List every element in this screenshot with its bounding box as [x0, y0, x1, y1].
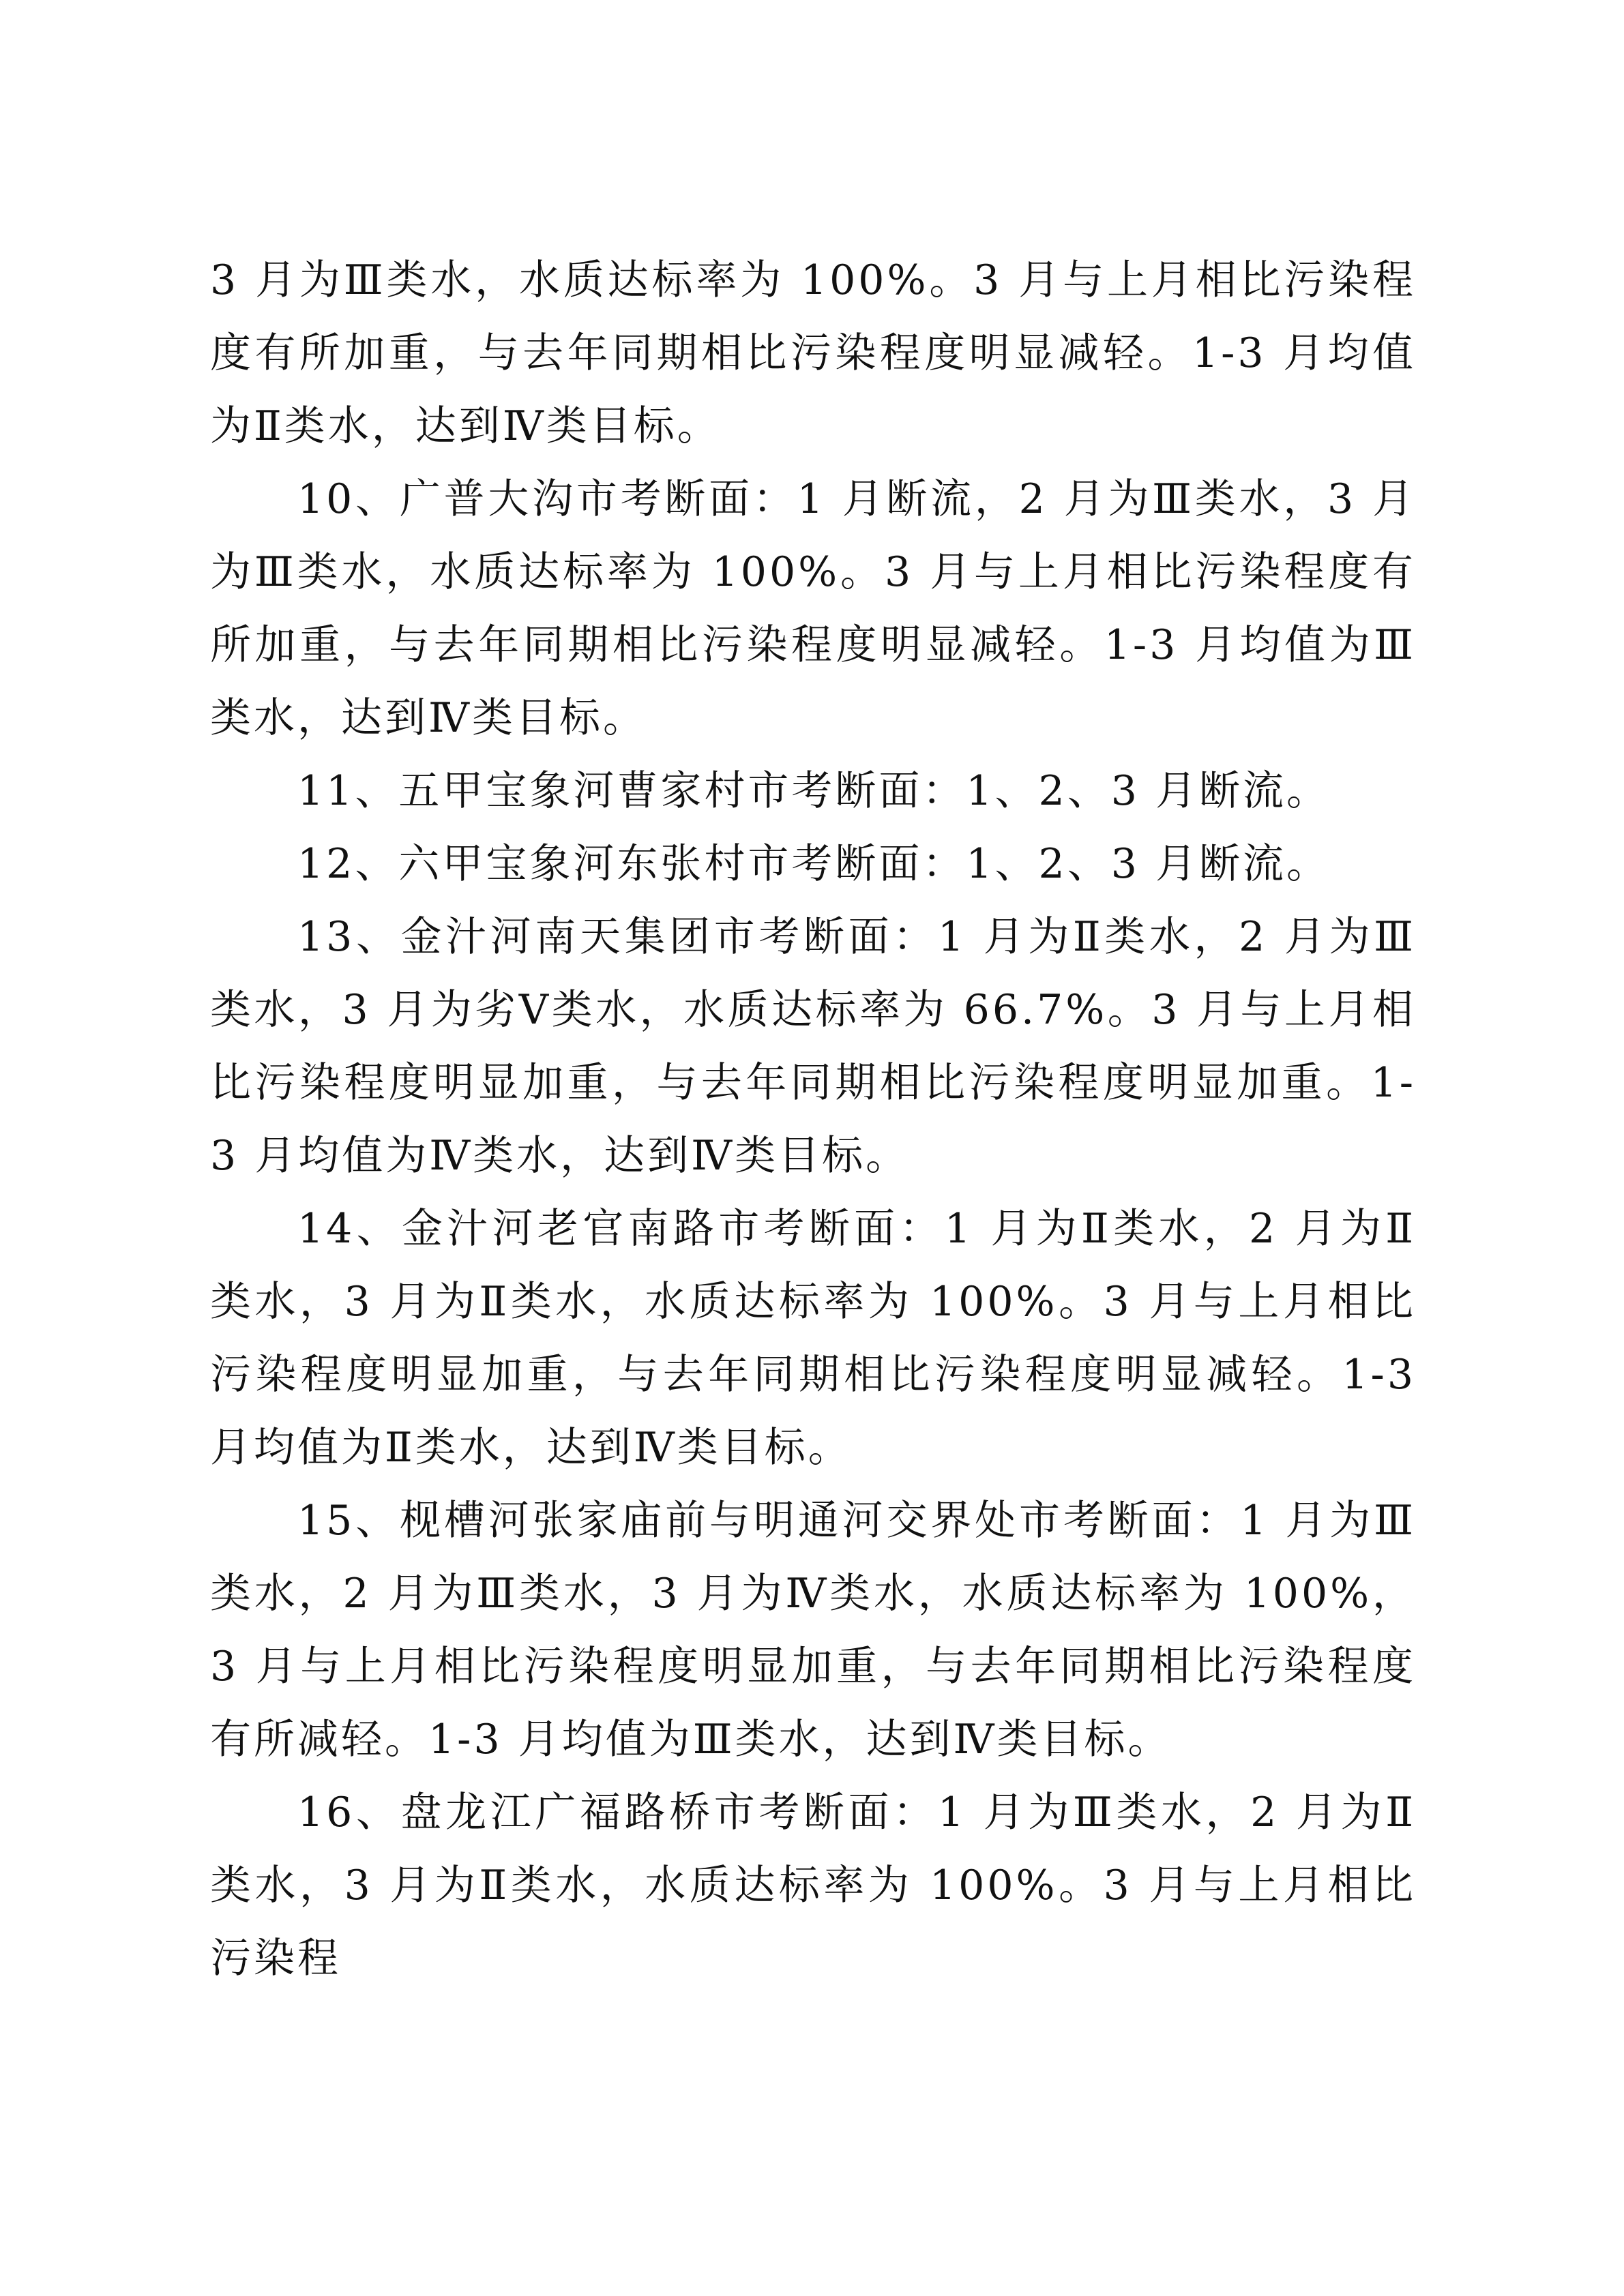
- paragraph-continuation: 3 月为Ⅲ类水，水质达标率为 100%。3 月与上月相比污染程度有所加重，与去年同期相比污染程度明显减轻。1-3 月均值为Ⅱ类水，达到Ⅳ类目标。: [210, 256, 1416, 450]
- paragraph-item-14: 14、金汁河老官南路市考断面：1 月为Ⅱ类水，2 月为Ⅱ类水，3 月为Ⅱ类水，水质达标率为 100%。3 月与上月相比污染程度明显加重，与去年同期相比污染程度明显减轻。1-3 月均值为Ⅱ类水，达到Ⅳ类目标。: [210, 1205, 1416, 1472]
- paragraph-item-11: 11、五甲宝象河曹家村市考断面：1、2、3 月断流。: [297, 767, 1330, 815]
- paragraph-item-15: 15、枧槽河张家庙前与明通河交界处市考断面：1 月为Ⅲ类水，2 月为Ⅲ类水，3 月为Ⅳ类水，水质达标率为 100%，3 月与上月相比污染程度明显加重，与去年同期相比污染程度有所减轻。1-3 月均值为Ⅲ类水，达到Ⅳ类目标。: [210, 1497, 1416, 1763]
- document-body: [210, 244, 1416, 1995]
- paragraph-item-16: 16、盘龙江广福路桥市考断面：1 月为Ⅲ类水，2 月为Ⅱ类水，3 月为Ⅱ类水，水质达标率为 100%。3 月与上月相比污染程: [210, 1789, 1416, 1982]
- paragraph-item-12: 12、六甲宝象河东张村市考断面：1、2、3 月断流。: [297, 840, 1330, 888]
- paragraph-item-10: 10、广普大沟市考断面：1 月断流，2 月为Ⅲ类水，3 月为Ⅲ类水，水质达标率为 100%。3 月与上月相比污染程度有所加重，与去年同期相比污染程度明显减轻。1-3 月均值为Ⅲ类水，达到Ⅳ类目标。: [210, 475, 1416, 742]
- paragraph-item-13: 13、金汁河南天集团市考断面：1 月为Ⅱ类水，2 月为Ⅲ类水，3 月为劣Ⅴ类水，水质达标率为 66.7%。3 月与上月相比污染程度明显加重，与去年同期相比污染程度明显加重。1-3 月均值为Ⅳ类水，达到Ⅳ类目标。: [210, 913, 1416, 1180]
